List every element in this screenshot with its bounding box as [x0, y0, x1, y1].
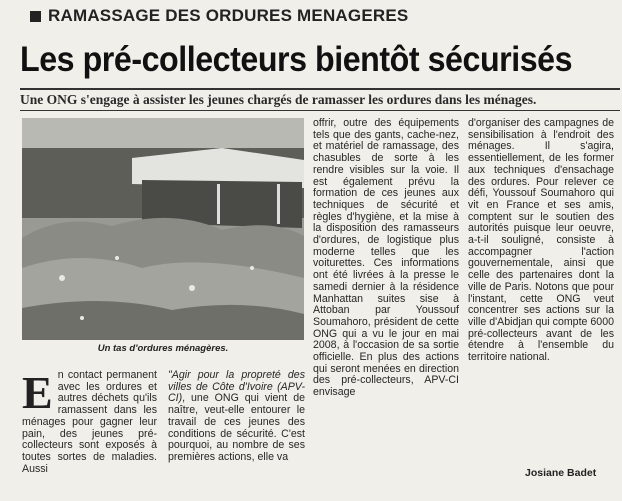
- chapeau: Une ONG s'engage à assister les jeunes chargés de ramasser les ordures dans les ménages.: [20, 92, 537, 107]
- column-2-text: , une ONG qui vient de naître, veut-elle entourer le travail de ces jeunes des conditions de sécurité. C'est pourquoi, au nombre de ses premières actions, elle va: [168, 392, 305, 463]
- rubric-square-icon: [30, 11, 41, 22]
- column-4: [468, 118, 614, 364]
- photo-caption: Un tas d'ordures ménagères.: [97, 343, 229, 354]
- dropcap: E: [22, 367, 53, 418]
- column-1-text: n contact permanent avec les ordures et autres déchets qu'ils ramassent dans les ménages pour gagner leur pain, des jeunes pré-collecteurs sont exposés à toutes sortes de maladies. Aussi: [22, 369, 157, 475]
- column-2: [168, 370, 305, 464]
- chapeau-rule: [20, 110, 620, 111]
- byline: Josiane Badet: [525, 467, 597, 479]
- headline: Les pré-collecteurs bientôt sécurisés: [20, 40, 573, 79]
- column-3-text: offrir, outre des équipements tels que des gants, cache-nez, et matériel de ramassage, des chasubles de sorte à les rendre visibles sur la voie. Il est également prévu la formation de ces jeunes aux techniques de sécurité et règles d'hygiène, et la mise à la disposition des ramasseurs d'ordures, de logistique plus moderne telles que les voiturettes. Ces informations ont été livrées à la presse le samedi dernier à la résidence Manhattan suites sise à Attoban par Youssouf Soumahoro, président de cette ONG qui a vu le jour en mai 2008, à l'occasion de sa sortie officielle. En plus des actions qui seront menées en direction des pré-collecteurs, APV-CI envisage: [313, 117, 459, 399]
- column-3: [313, 118, 459, 399]
- ong-quote: "Agir pour la propreté des villes de Côte d'Ivoire (APV-CI): [168, 369, 305, 405]
- garbage-pile-illustration: [22, 118, 304, 340]
- column-4-text: d'organiser des campagnes de sensibilisation à l'endroit des ménages. Il s'agira, essentiellement, de les former aux techniques d'ensachage des ordures. Pour relever ce défi, Youssouf Soumahoro qui vit en France et ses amis, comptent sur le soutien des autorités puisque leur oeuvre, a-t-il souligné, consiste à accompagner l'action gouvernementale, ainsi que celle des partenaires dont la ville de Paris. Notons que pour l'instant, cette ONG veut concentrer ses actions sur la ville d'Abidjan qui compte 6000 pré-collecteurs avant de les étendre à l'ensemble du territoire national.: [468, 117, 614, 364]
- garbage-photo: [22, 118, 304, 340]
- column-1: [22, 367, 157, 475]
- rubric-label: RAMASSAGE DES ORDURES MENAGERES: [48, 6, 409, 25]
- headline-rule: [20, 88, 620, 90]
- rubric: [30, 6, 408, 26]
